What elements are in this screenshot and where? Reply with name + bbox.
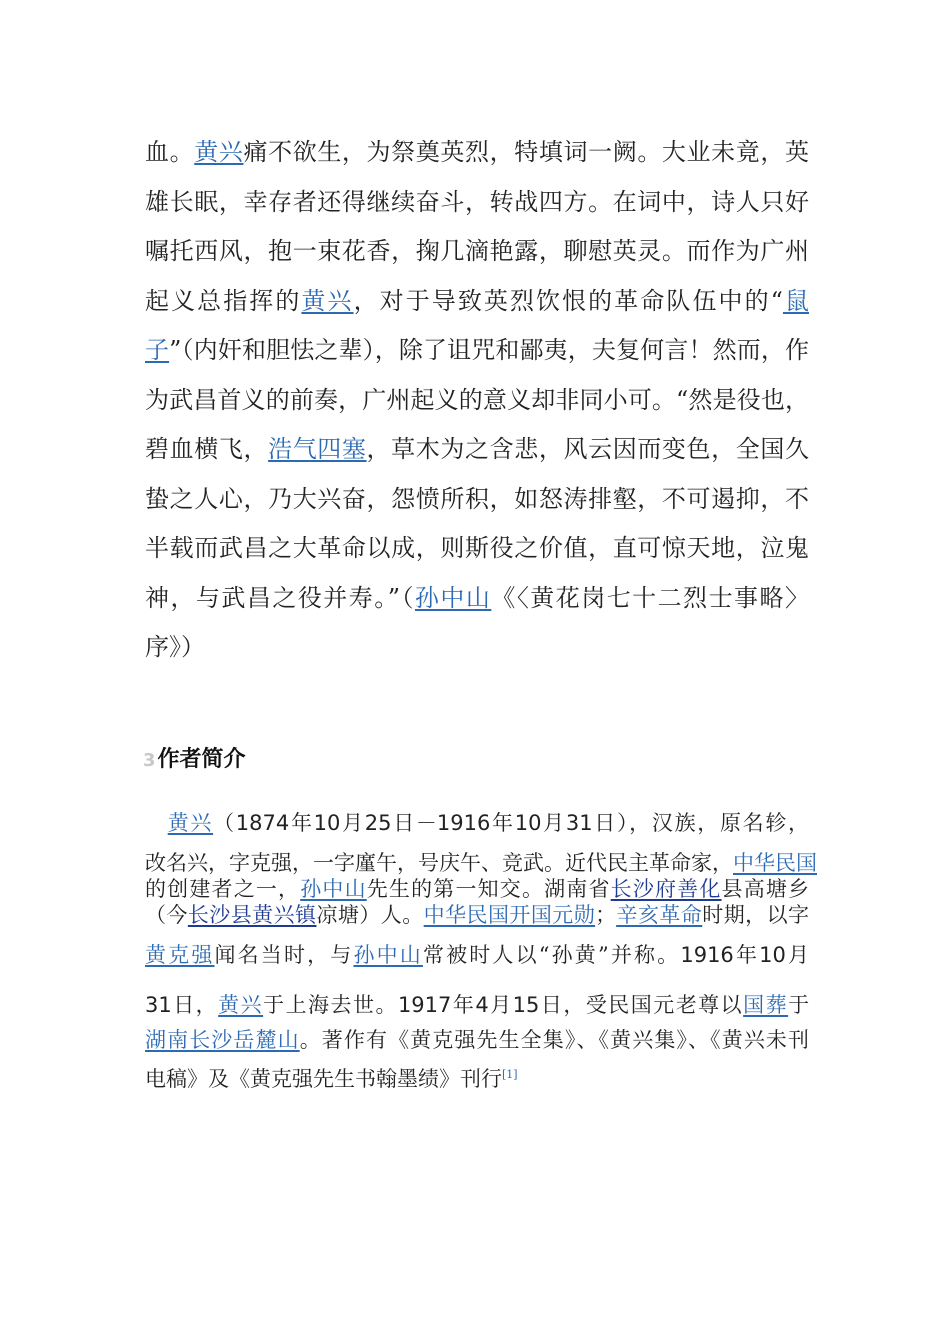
link-xinhai-geming[interactable]: 辛亥革命 xyxy=(616,903,703,927)
link-huang-keqiang[interactable]: 黄克强 xyxy=(145,943,215,967)
paragraph-guangzhou-uprising xyxy=(145,128,809,673)
link-huang-xing[interactable]: 黄兴 xyxy=(301,286,354,315)
number-span: 10 xyxy=(759,943,786,967)
text-span: 于上海去世。 xyxy=(263,993,398,1017)
text-span: 日， xyxy=(171,993,219,1017)
text-span: 的创建者之一， xyxy=(145,877,301,901)
text-span: 时期，以字 xyxy=(702,903,810,927)
reference-footnote-link[interactable]: [1] xyxy=(502,1068,518,1081)
link-kaiguo-yuanxun[interactable]: 中华民国开国元勋 xyxy=(423,903,596,927)
text-span: （今 xyxy=(145,903,188,927)
link-sun-zhongshan[interactable]: 孙中山 xyxy=(300,877,367,901)
text-span: 凉塘）人。 xyxy=(316,903,424,927)
text-span: 日），汉族，原名轸， xyxy=(592,811,810,835)
text-span: 月 xyxy=(340,811,365,835)
text-span: 电稿》及《黄克强先生书翰墨绩》刊行 xyxy=(145,1067,502,1091)
text-span: 月 xyxy=(541,811,566,835)
bio-line xyxy=(145,990,809,1020)
number-span: 1916 xyxy=(436,811,491,835)
text-span: 痛不欲生，为祭奠英烈，特填词一阙。大业未竟，英雄长眠，幸存者还得继续奋斗，转战四方。在词中，诗人只好嘱托西风，抱一束花香，掬几滴艳露，聊慰英灵。而作为广州起义总指挥的 xyxy=(145,138,810,315)
text-span: 年 xyxy=(289,811,314,835)
number-span: 31 xyxy=(145,993,172,1017)
text-span: 于 xyxy=(788,993,810,1017)
text-span: 先生的第一知交。湖南省 xyxy=(366,877,611,901)
link-hao-qi-si-sai[interactable]: 浩气四塞 xyxy=(268,435,367,463)
section-number: 3 xyxy=(143,750,156,771)
number-span: 4 xyxy=(475,993,489,1017)
text-span: （ xyxy=(213,811,236,835)
text-span: 月 xyxy=(785,943,810,967)
paragraph-author-bio xyxy=(145,808,817,1091)
bio-line xyxy=(145,876,809,902)
text-span: 年 xyxy=(733,943,760,967)
section-title: 作者简介 xyxy=(157,747,246,772)
number-span: 15 xyxy=(512,993,540,1017)
link-shu-zi[interactable]: 鼠子 xyxy=(145,286,810,364)
link-changsha-fu-shanhua[interactable]: 长沙府善化 xyxy=(610,877,722,901)
link-sun-zhongshan[interactable]: 孙中山 xyxy=(353,943,423,967)
text-span: 闻名当时，与 xyxy=(214,943,354,967)
text-span: 《〈黄花岗七十二烈士事略〉序》） xyxy=(145,583,809,661)
text-span: 改名兴，字克强，一字廑午，号庆午、竞武。近代民主革命家， xyxy=(145,851,733,875)
section-heading-author-bio xyxy=(143,742,246,773)
text-span: 日－ xyxy=(391,811,437,835)
link-sun-zhongshan[interactable]: 孙中山 xyxy=(414,583,492,612)
link-huang-xing[interactable]: 黄兴 xyxy=(218,993,264,1017)
number-span: 1916 xyxy=(680,943,734,967)
link-zhonghua-minguo[interactable]: 中华民国 xyxy=(733,851,817,875)
number-span: 10 xyxy=(313,811,341,835)
number-span: 1917 xyxy=(397,993,452,1017)
bio-line xyxy=(145,1060,809,1090)
text-span: 血。 xyxy=(145,138,195,166)
indent-space xyxy=(145,811,168,835)
text-span: ，草木为之含悲，风云因而变色，全国久蛰之人心，乃大兴奋，怨愤所积，如怒涛排壑，不可遏抑，不半载而武昌之大革命以成，则斯役之价值，直可惊天地，泣鬼神，与武昌之役并寿。”（ xyxy=(145,435,810,612)
link-yuelu-shan[interactable]: 湖南长沙岳麓山 xyxy=(145,1028,300,1052)
link-huang-xing[interactable]: 黄兴 xyxy=(194,138,244,166)
main-text-block xyxy=(145,128,809,673)
bio-line xyxy=(145,902,809,928)
text-span: 年 xyxy=(490,811,515,835)
number-span: 10 xyxy=(514,811,542,835)
number-span: 1874 xyxy=(235,811,290,835)
link-guozang[interactable]: 国葬 xyxy=(743,993,789,1017)
link-huang-xing[interactable]: 黄兴 xyxy=(167,811,214,835)
bio-line xyxy=(145,1025,809,1055)
text-span: 年 xyxy=(451,993,476,1017)
text-span: 日，受民国元老尊以 xyxy=(539,993,744,1017)
text-span: ”（内奸和胆怯之辈），除了诅咒和鄙夷，夫复何言！然而，作为武昌首义的前奏，广州起义的意义却非同小可。“然是役也，碧血横飞， xyxy=(145,336,809,463)
text-span: 常被时人以“孙黄”并称。 xyxy=(422,943,681,967)
bio-line xyxy=(145,808,809,838)
text-span: 。著作有《黄克强先生全集》、《黄兴集》、《黄兴未刊 xyxy=(299,1028,810,1052)
text-span: 月 xyxy=(488,993,513,1017)
link-changsha-xian-huangxing-zhen[interactable]: 长沙县黄兴镇 xyxy=(187,903,317,927)
number-span: 25 xyxy=(364,811,392,835)
bio-line xyxy=(145,940,809,970)
bio-line xyxy=(145,850,817,876)
text-span: ，对于导致英烈饮恨的革命队伍中的“ xyxy=(353,286,783,315)
number-span: 31 xyxy=(565,811,593,835)
text-span: ； xyxy=(595,903,617,927)
text-span: 县高塘乡 xyxy=(721,877,810,901)
